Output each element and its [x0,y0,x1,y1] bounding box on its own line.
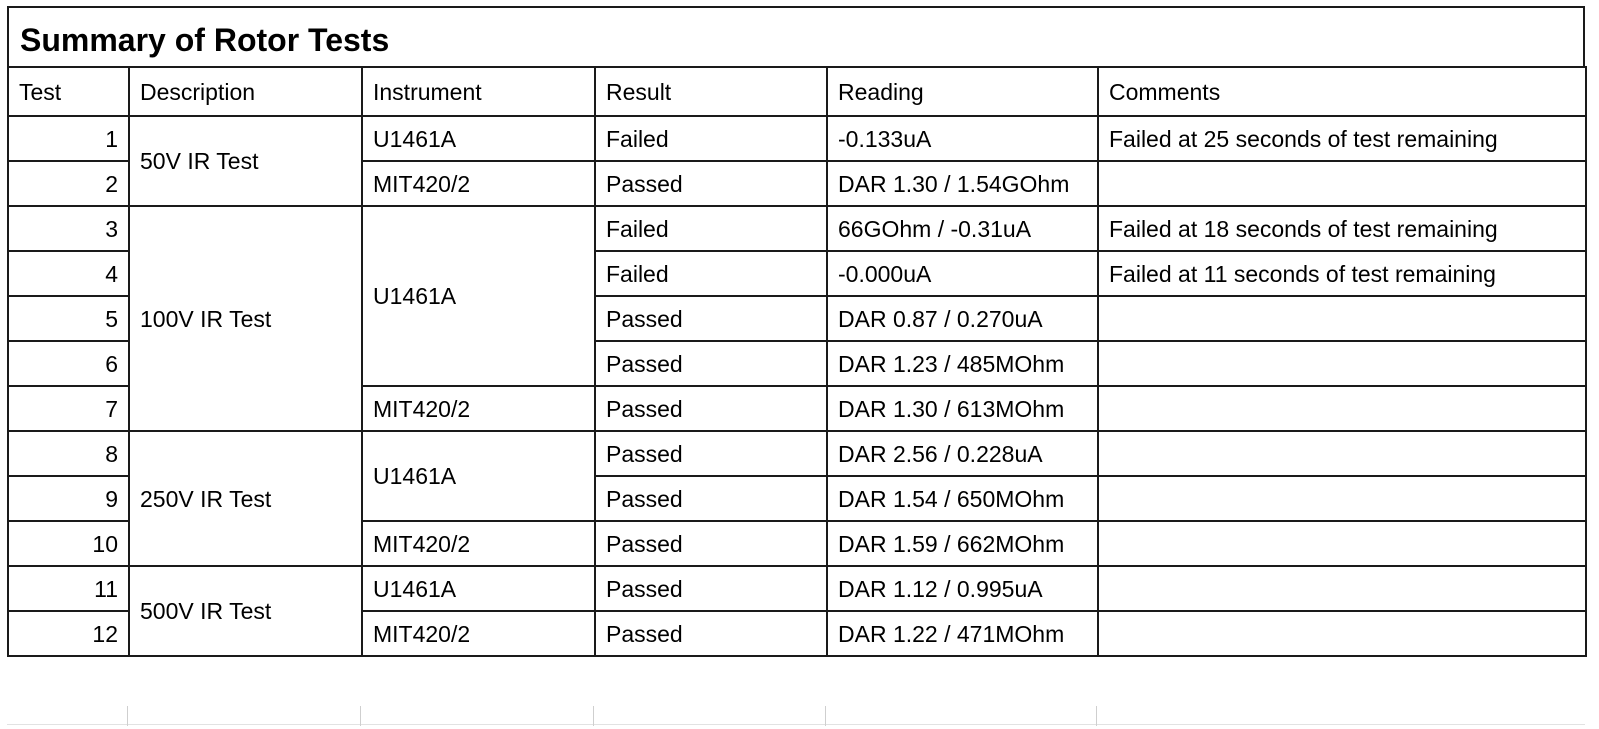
result-cell[interactable]: Passed [595,341,827,386]
comments-cell[interactable] [1098,521,1586,566]
result-cell[interactable]: Passed [595,296,827,341]
table-row [8,566,1586,611]
rotor-tests-table [7,66,1587,657]
result-cell[interactable]: Passed [595,161,827,206]
description-cell[interactable]: 500V IR Test [129,566,362,656]
comments-cell[interactable] [1098,161,1586,206]
test-cell[interactable]: 11 [8,566,129,611]
test-cell[interactable]: 5 [8,296,129,341]
instrument-cell[interactable]: U1461A [362,116,595,161]
reading-cell[interactable]: DAR 1.22 / 471MOhm [827,611,1098,656]
instrument-cell[interactable]: MIT420/2 [362,611,595,656]
title-cell[interactable] [7,6,1585,67]
result-cell[interactable]: Passed [595,566,827,611]
header-row [8,67,1586,116]
instrument-cell[interactable]: MIT420/2 [362,521,595,566]
instrument-cell[interactable]: U1461A [362,431,595,521]
gridline [825,706,826,726]
header-test[interactable]: Test [8,67,129,116]
reading-cell[interactable]: 66GOhm / -0.31uA [827,206,1098,251]
result-cell[interactable]: Failed [595,116,827,161]
reading-cell[interactable]: DAR 1.30 / 1.54GOhm [827,161,1098,206]
comments-cell[interactable] [1098,566,1586,611]
comments-cell[interactable] [1098,386,1586,431]
test-cell[interactable]: 8 [8,431,129,476]
test-cell[interactable]: 4 [8,251,129,296]
result-cell[interactable]: Passed [595,476,827,521]
comments-cell[interactable] [1098,431,1586,476]
comments-cell[interactable] [1098,611,1586,656]
empty-row-gridline [7,724,1585,725]
header-comments[interactable]: Comments [1098,67,1586,116]
result-cell[interactable]: Passed [595,386,827,431]
test-cell[interactable]: 3 [8,206,129,251]
instrument-cell[interactable]: U1461A [362,206,595,386]
test-cell[interactable]: 1 [8,116,129,161]
reading-cell[interactable]: DAR 1.54 / 650MOhm [827,476,1098,521]
description-cell[interactable]: 100V IR Test [129,206,362,431]
test-cell[interactable]: 7 [8,386,129,431]
reading-cell[interactable]: DAR 1.23 / 485MOhm [827,341,1098,386]
result-cell[interactable]: Failed [595,251,827,296]
header-description[interactable]: Description [129,67,362,116]
test-cell[interactable]: 9 [8,476,129,521]
header-reading[interactable]: Reading [827,67,1098,116]
comments-cell[interactable]: Failed at 18 seconds of test remaining [1098,206,1586,251]
gridline [1096,706,1097,726]
result-cell[interactable]: Passed [595,431,827,476]
description-cell[interactable]: 50V IR Test [129,116,362,206]
description-cell[interactable]: 250V IR Test [129,431,362,566]
gridline [360,706,361,726]
instrument-cell[interactable]: MIT420/2 [362,386,595,431]
reading-cell[interactable]: DAR 1.59 / 662MOhm [827,521,1098,566]
reading-cell[interactable]: DAR 0.87 / 0.270uA [827,296,1098,341]
reading-cell[interactable]: -0.000uA [827,251,1098,296]
comments-cell[interactable]: Failed at 11 seconds of test remaining [1098,251,1586,296]
gridline [127,706,128,726]
header-instrument[interactable]: Instrument [362,67,595,116]
table-row [8,116,1586,161]
spreadsheet [7,6,1598,729]
instrument-cell[interactable]: U1461A [362,566,595,611]
comments-cell[interactable] [1098,476,1586,521]
result-cell[interactable]: Passed [595,521,827,566]
reading-cell[interactable]: DAR 1.30 / 613MOhm [827,386,1098,431]
reading-cell[interactable]: DAR 2.56 / 0.228uA [827,431,1098,476]
result-cell[interactable]: Failed [595,206,827,251]
instrument-cell[interactable]: MIT420/2 [362,161,595,206]
test-cell[interactable]: 6 [8,341,129,386]
gridline [593,706,594,726]
reading-cell[interactable]: DAR 1.12 / 0.995uA [827,566,1098,611]
test-cell[interactable]: 2 [8,161,129,206]
test-cell[interactable]: 10 [8,521,129,566]
table-title: Summary of Rotor Tests [20,22,390,58]
comments-cell[interactable] [1098,341,1586,386]
header-result[interactable]: Result [595,67,827,116]
table-row [8,431,1586,476]
comments-cell[interactable]: Failed at 25 seconds of test remaining [1098,116,1586,161]
comments-cell[interactable] [1098,296,1586,341]
reading-cell[interactable]: -0.133uA [827,116,1098,161]
test-cell[interactable]: 12 [8,611,129,656]
table-row [8,206,1586,251]
result-cell[interactable]: Passed [595,611,827,656]
